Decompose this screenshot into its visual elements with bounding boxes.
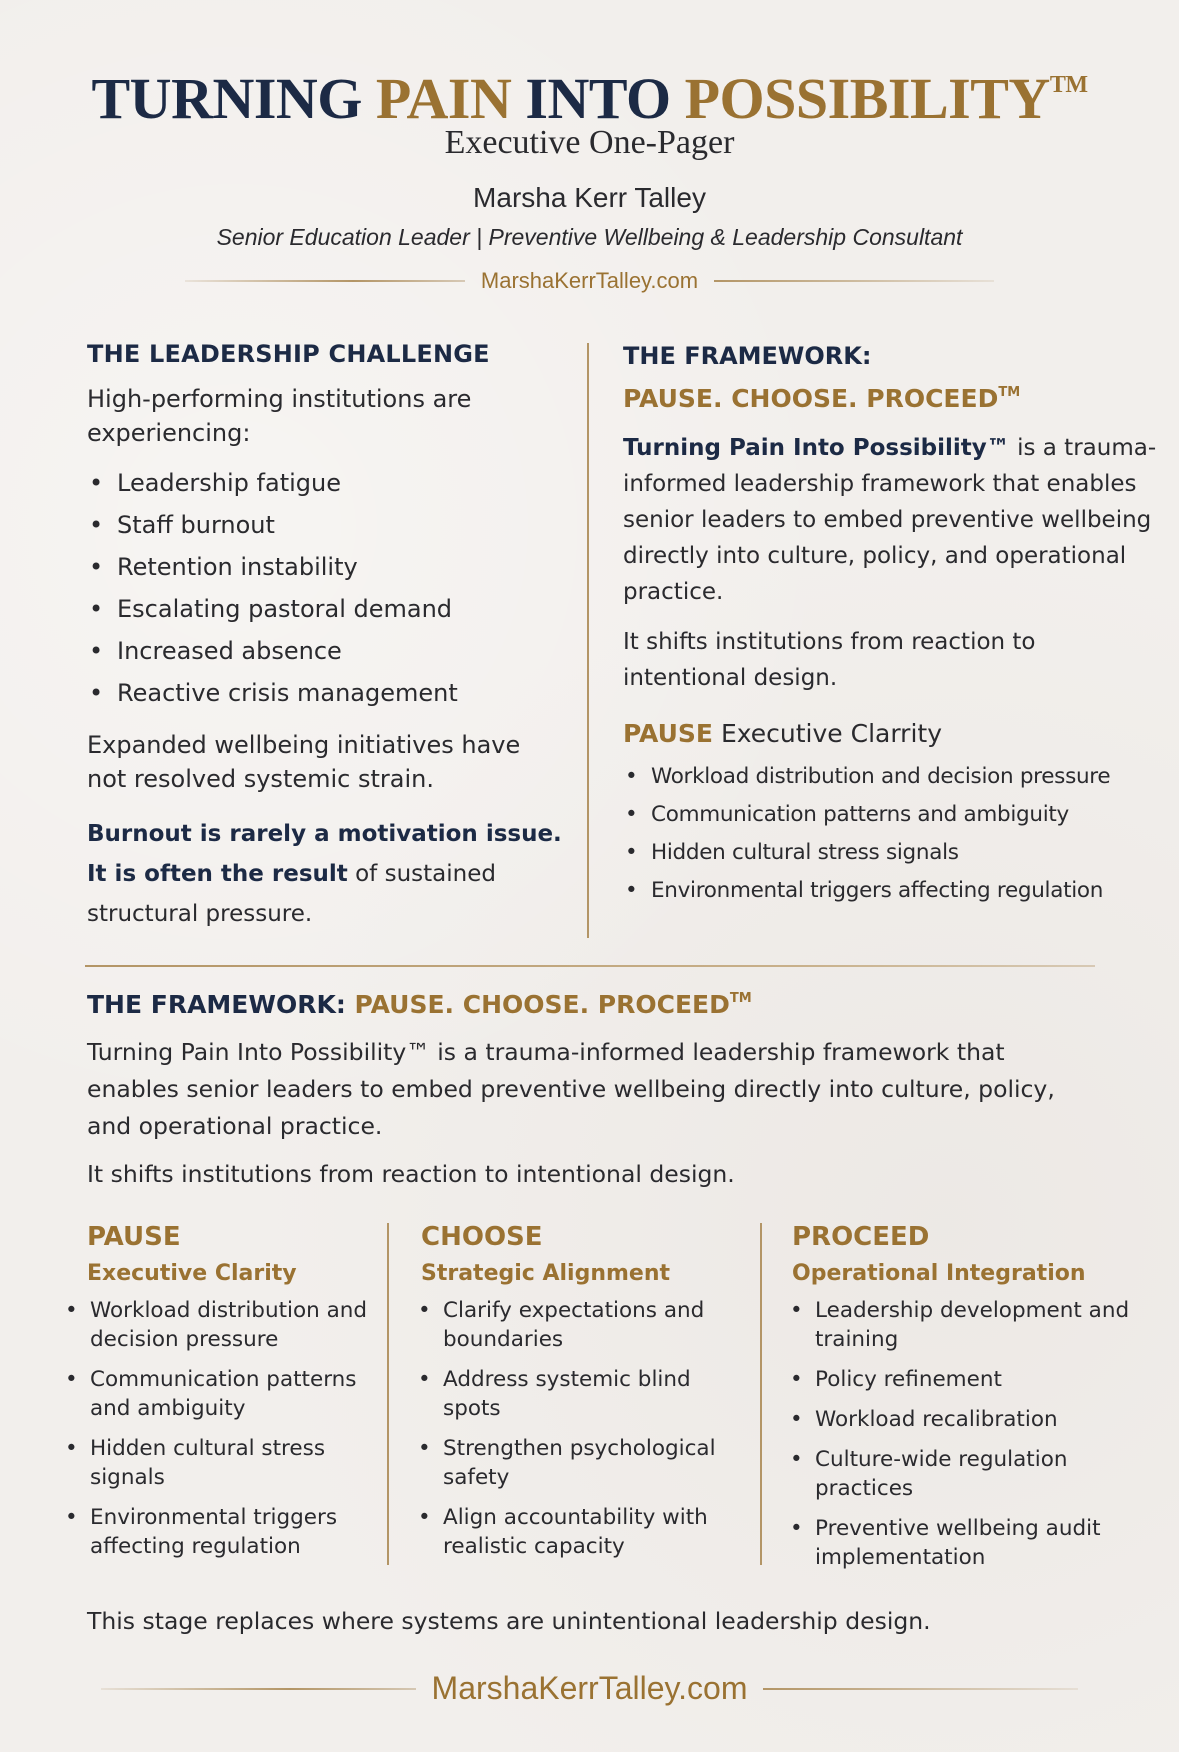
pause-list xyxy=(623,758,1163,910)
list-item: • Workload recalibration xyxy=(790,1405,1130,1434)
stage-proceed xyxy=(790,1218,1130,1583)
column-divider xyxy=(587,343,589,938)
pause-label: PAUSE xyxy=(623,719,713,748)
divider-left xyxy=(185,280,465,282)
list-item: • Policy refinement xyxy=(790,1365,1130,1394)
title-word-possibility: POSSIBILITY xyxy=(684,66,1050,131)
title-word-pain: PAIN xyxy=(375,66,526,131)
list-item: • Retention instability xyxy=(87,546,567,588)
list-item: • Workload distribution and decision pressure xyxy=(623,758,1163,796)
list-item: • Environmental triggers affecting regulation xyxy=(65,1503,395,1561)
tagline-text: PAUSE. CHOOSE. PROCEED xyxy=(623,384,999,413)
pause-heading xyxy=(623,716,1163,752)
stage-name: CHOOSE xyxy=(421,1222,543,1252)
closing-bold: It is often the result xyxy=(87,861,348,887)
list-item: • Staff burnout xyxy=(87,504,567,546)
framework-description xyxy=(623,430,1163,610)
list-item: • Leadership development and training xyxy=(790,1296,1130,1354)
pause-title: Executive Clarrity xyxy=(713,719,942,748)
heading-navy: THE FRAMEWORK: xyxy=(87,990,355,1019)
trademark-mark: TM xyxy=(729,991,752,1006)
framework-name: Turning Pain Into Possibility™ xyxy=(623,435,1010,461)
page-title xyxy=(0,52,1179,132)
framework-heading: THE FRAMEWORK: xyxy=(623,342,872,370)
list-item: • Leadership fatigue xyxy=(87,462,567,504)
leadership-challenge-section xyxy=(87,340,567,934)
stage-list xyxy=(65,1296,395,1561)
stage-name: PROCEED xyxy=(792,1222,930,1252)
list-item: • Increased absence xyxy=(87,630,567,672)
footer-website-link[interactable]: MarshaKerrTalley.com xyxy=(431,1670,748,1706)
list-item: • Align accountability with realistic capacity xyxy=(418,1503,748,1561)
title-word-into: INTO xyxy=(525,66,685,131)
list-item: • Communication patterns and ambiguity xyxy=(65,1365,395,1423)
header-website-row xyxy=(0,268,1179,294)
challenge-intro: High-performing institutions are experiencing: xyxy=(87,385,472,447)
divider-right xyxy=(763,1688,1078,1690)
subtitle: Executive One-Pager xyxy=(444,124,735,161)
stage-subtitle: Strategic Alignment xyxy=(421,1261,671,1286)
footer-website-row xyxy=(0,1670,1179,1707)
challenge-bold-line: Burnout is rarely a motivation issue. xyxy=(87,821,562,847)
divider-left xyxy=(101,1688,416,1690)
framework-shift-line: It shifts institutions from reaction to intentional design. xyxy=(87,1160,735,1188)
list-item: • Workload distribution and decision pressure xyxy=(65,1296,395,1354)
stage-subtitle: Executive Clarity xyxy=(87,1261,297,1286)
list-item: • Communication patterns and ambiguity xyxy=(623,796,1163,834)
list-item: • Escalating pastoral demand xyxy=(87,588,567,630)
column-divider xyxy=(760,1223,762,1565)
framework-shift: It shifts institutions from reaction to intentional design. xyxy=(623,629,1036,691)
divider-right xyxy=(714,280,994,282)
list-item: • Reactive crisis management xyxy=(87,672,567,714)
list-item: • Culture-wide regulation practices xyxy=(790,1445,1130,1503)
framework-summary-section xyxy=(623,340,1163,910)
list-item: • Environmental triggers affecting regulation xyxy=(623,872,1163,910)
framework-description-rest: is a trauma-informed leadership framework that enables senior leaders to embed preventive wellbeing directly into culture, policy, and operational practice. xyxy=(623,435,1157,605)
list-item: • Address systemic blind spots xyxy=(418,1365,748,1423)
column-divider xyxy=(387,1223,389,1565)
framework-tagline xyxy=(623,372,1163,420)
closing-rest: of sustained structural pressure. xyxy=(87,861,496,927)
closing-statement: This stage replaces where systems are unintentional leadership design. xyxy=(87,1607,931,1635)
stage-choose xyxy=(418,1218,748,1572)
challenge-paragraph: Expanded wellbeing initiatives have not resolved systemic strain. xyxy=(87,731,521,793)
trademark-mark: TM xyxy=(1049,72,1088,98)
framework-body: Turning Pain Into Possibility™ is a trauma-informed leadership framework that enables senior leaders to embed preventive wellbeing directly into culture, policy, and operational practice. xyxy=(87,1038,1055,1140)
header-website-link[interactable]: MarshaKerrTalley.com xyxy=(480,268,699,293)
stage-subtitle: Operational Integration xyxy=(792,1261,1086,1286)
list-item: • Preventive wellbeing audit implementation xyxy=(790,1514,1130,1572)
list-item: • Clarify expectations and boundaries xyxy=(418,1296,748,1354)
author-name: Marsha Kerr Talley xyxy=(473,182,706,213)
stage-list xyxy=(790,1296,1130,1572)
author-roles: Senior Education Leader | Preventive Wellbeing & Leadership Consultant xyxy=(216,224,963,250)
challenge-heading: THE LEADERSHIP CHALLENGE xyxy=(87,340,490,368)
list-item: • Hidden cultural stress signals xyxy=(623,834,1163,872)
framework-section-heading xyxy=(87,990,752,1019)
stage-list xyxy=(418,1296,748,1561)
stage-pause xyxy=(65,1218,395,1572)
challenge-closing xyxy=(87,854,567,934)
title-word-turning: TURNING xyxy=(91,66,376,131)
list-item: • Hidden cultural stress signals xyxy=(65,1434,395,1492)
challenge-list xyxy=(87,462,567,714)
section-divider xyxy=(85,965,1095,967)
stage-name: PAUSE xyxy=(87,1222,181,1252)
trademark-mark: TM xyxy=(998,385,1021,400)
list-item: • Strengthen psychological safety xyxy=(418,1434,748,1492)
heading-gold: PAUSE. CHOOSE. PROCEED xyxy=(354,990,730,1019)
